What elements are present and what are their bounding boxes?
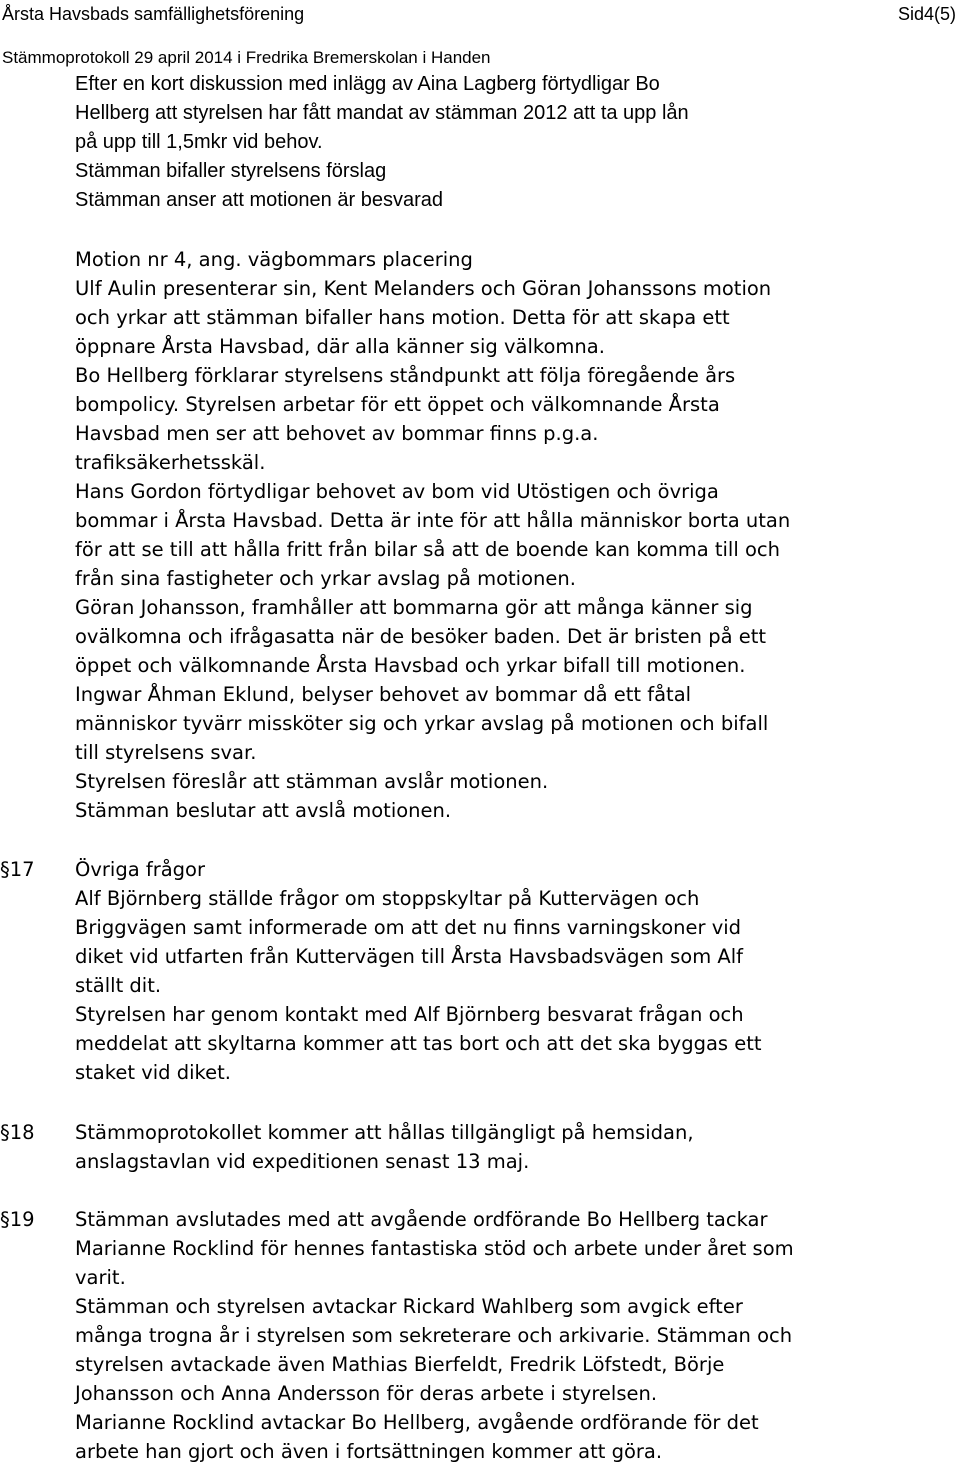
section-19 — [75, 1205, 959, 1466]
motion-4-paragraph: Bo Hellberg förklarar styrelsens ståndpunkt att följa föregående års bompolicy. Styrelsen arbetar för ett öppet och välkomnande Årsta Havsbad men ser att behovet av bommar finns p.g.a. trafiksäkerhetsskäl. — [75, 364, 736, 474]
section-19-number: §19 — [0, 1208, 35, 1231]
organization-name: Årsta Havsbads samfällighetsförening — [2, 4, 305, 24]
motion-4-title: Motion nr 4, ang. vägbommars placering — [75, 248, 473, 271]
section-18-paragraph: Stämmoprotokollet kommer att hållas tillgängligt på hemsidan, anslagstavlan vid expeditionen senast 13 maj. — [75, 1121, 694, 1173]
decision-answered: Stämman anser att motionen är besvarad — [75, 189, 443, 211]
section-18 — [75, 1118, 959, 1176]
motion-4-paragraph: Styrelsen föreslår att stämman avslår motionen. — [75, 770, 549, 793]
section-19-paragraph: Marianne Rocklind avtackar Bo Hellberg, avgående ordförande för det arbete han gjort och även i fortsättningen kommer att göra. — [75, 1411, 759, 1463]
section-17-number: §17 — [0, 858, 35, 881]
intro-paragraph — [75, 70, 959, 215]
motion-4-paragraph: Göran Johansson, framhåller att bommarna gör att många känner sig ovälkomna och ifrågasatta när de besöker baden. Det är bristen på ett öppet och välkomnande Årsta Havsbad och yrkar bifall till motionen. — [75, 596, 767, 677]
section-19-paragraph: Stämman och styrelsen avtackar Rickard Wahlberg som avgick efter många trogna år i styrelsen som sekreterare och arkivarie. Stämman och styrelsen avtackade även Mathias Bierfeldt, Fredrik Löfstedt, Börje Johansson och Anna Andersson för deras arbete i styrelsen. — [75, 1295, 793, 1405]
page-number: Sid4(5) — [897, 4, 956, 24]
motion-4-paragraph: Stämman beslutar att avslå motionen. — [75, 799, 452, 822]
motion-4-paragraph: Hans Gordon förtydligar behovet av bom vid Utöstigen och övriga bommar i Årsta Havsbad. Detta är inte för att hålla människor borta utan för att se till att hålla fritt från bilar så att de boende kan komma till och från sina fastigheter och yrkar avslag på motionen. — [75, 480, 791, 590]
motion-4-paragraph: Ingwar Åhman Eklund, belyser behovet av bommar då ett fåtal människor tyvärr missköter sig och yrkar avslag på motionen och bifall till styrelsens svar. — [75, 683, 769, 764]
section-17-paragraph: Alf Björnberg ställde frågor om stoppskyltar på Kuttervägen och Briggvägen samt informerade om att det nu finns varningskoner vid diket vid utfarten från Kuttervägen till Årsta Havsbadsvägen som Alf ställt dit. — [75, 887, 744, 997]
section-17 — [75, 855, 959, 1087]
motion-4-section — [75, 245, 959, 825]
section-17-paragraph: Styrelsen har genom kontakt med Alf Björnberg besvarat frågan och meddelat att skyltarna kommer att tas bort och att det ska byggas ett staket vid diket. — [75, 1003, 762, 1084]
decision-approve: Stämman bifaller styrelsens förslag — [75, 160, 387, 182]
section-19-paragraph: Stämman avslutades med att avgående ordförande Bo Hellberg tackar Marianne Rocklind för hennes fantastiska stöd och arbete under året som varit. — [75, 1208, 794, 1289]
section-17-title: Övriga frågor — [75, 858, 206, 881]
document-subtitle: Stämmoprotokoll 29 april 2014 i Fredrika Bremerskolan i Handen — [2, 48, 491, 67]
section-18-number: §18 — [0, 1121, 35, 1144]
motion-4-paragraph: Ulf Aulin presenterar sin, Kent Melanders och Göran Johanssons motion och yrkar att stämman bifaller hans motion. Detta för att skapa ett öppnare Årsta Havsbad, där alla känner sig välkomna. — [75, 277, 772, 358]
intro-text: Efter en kort diskussion med inlägg av Aina Lagberg förtydligar Bo Hellberg att styrelsen har fått mandat av stämman 2012 att ta upp lån på upp till 1,5mkr vid behov. — [75, 73, 689, 153]
